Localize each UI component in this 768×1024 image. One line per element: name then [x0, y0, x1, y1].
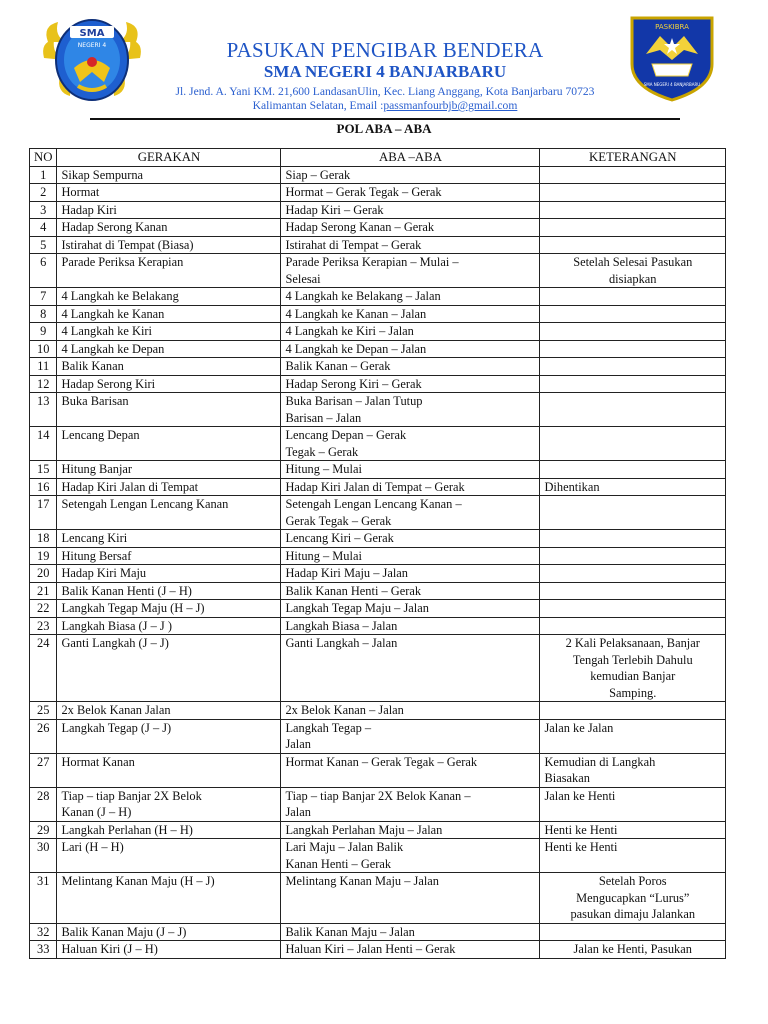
cell-aba: [281, 323, 540, 341]
cell-no: 12: [30, 375, 57, 393]
cell-keterangan: [540, 923, 726, 941]
cell-aba: [281, 787, 540, 821]
cell-aba-line: Haluan Kiri – Jalan Henti – Gerak: [285, 942, 456, 956]
cell-keterangan: [540, 635, 726, 702]
school-emblem-icon: [40, 12, 144, 104]
table-row: [30, 530, 726, 548]
cell-gerakan-line: Hadap Serong Kanan: [61, 220, 168, 234]
cell-no: 28: [30, 787, 57, 821]
cell-no: 13: [30, 393, 57, 427]
cell-keterangan-line: Jalan ke Henti: [544, 788, 616, 803]
cell-keterangan-line: Samping.: [609, 685, 657, 700]
cell-aba-line: Hadap Kiri Maju – Jalan: [285, 566, 408, 580]
cell-aba-line: Langkah Biasa – Jalan: [285, 618, 398, 633]
cell-aba-line: 4 Langkah ke Belakang – Jalan: [285, 289, 441, 303]
cell-gerakan-line: Hadap Kiri Jalan di Tempat: [61, 479, 199, 494]
cell-aba-line: 2x Belok Kanan – Jalan: [285, 703, 404, 717]
table-row: [30, 496, 726, 530]
cell-aba-line: Tegak – Gerak: [285, 444, 359, 459]
cell-keterangan: [540, 254, 726, 288]
cell-keterangan: [540, 821, 726, 839]
cell-gerakan-line: 4 Langkah ke Depan: [61, 341, 165, 356]
cell-keterangan: [540, 323, 726, 341]
cell-no: 15: [30, 461, 57, 479]
cell-gerakan: [57, 787, 281, 821]
cell-aba-line: 4 Langkah ke Kanan – Jalan: [285, 306, 427, 321]
cell-gerakan: [57, 254, 281, 288]
cell-no: 7: [30, 288, 57, 306]
table-row: [30, 821, 726, 839]
cell-no: 22: [30, 600, 57, 618]
cell-no: 27: [30, 753, 57, 787]
header-gerakan: GERAKAN: [57, 149, 281, 167]
table-body: [30, 166, 726, 958]
cell-keterangan: [540, 219, 726, 237]
cell-gerakan-line: Istirahat di Tempat (Biasa): [61, 237, 194, 252]
cell-keterangan: [540, 461, 726, 479]
school-name: SMA NEGERI 4 BANJARBARU: [263, 62, 507, 81]
cell-no: 14: [30, 427, 57, 461]
cell-gerakan-line: 4 Langkah ke Belakang: [61, 289, 179, 303]
cell-aba: [281, 478, 540, 496]
cell-keterangan-line: pasukan dimaju Jalankan: [570, 907, 696, 921]
cell-keterangan: [540, 340, 726, 358]
logo-right-text-top: PASKIBRA: [655, 23, 689, 31]
table-row: [30, 702, 726, 720]
cell-gerakan: [57, 617, 281, 635]
cell-gerakan: [57, 839, 281, 873]
table-row: [30, 923, 726, 941]
table-row: [30, 941, 726, 959]
cell-no: 9: [30, 323, 57, 341]
table-row: [30, 753, 726, 787]
cell-keterangan-line: Setelah Poros: [598, 874, 667, 888]
table-row: [30, 617, 726, 635]
cell-gerakan: [57, 873, 281, 924]
cell-gerakan: [57, 305, 281, 323]
cell-gerakan: [57, 719, 281, 753]
cell-aba: [281, 923, 540, 941]
logo-left-text-top: SMA: [79, 28, 105, 39]
cell-gerakan-line: Lari (H – H): [61, 840, 124, 854]
cell-aba: [281, 753, 540, 787]
cell-gerakan-line: Setengah Lengan Lencang Kanan: [61, 497, 229, 511]
cell-aba-line: Tiap – tiap Banjar 2X Belok Kanan –: [285, 788, 471, 803]
cell-gerakan-line: Lencang Kiri: [61, 531, 128, 545]
cell-keterangan-line: Jalan ke Henti, Pasukan: [573, 942, 692, 956]
cell-gerakan-line: Langkah Perlahan (H – H): [61, 822, 193, 837]
cell-no: 1: [30, 166, 57, 184]
table-row: [30, 236, 726, 254]
cell-no: 29: [30, 821, 57, 839]
cell-no: 18: [30, 530, 57, 548]
cell-gerakan-line: Langkah Tegap (J – J): [61, 720, 172, 735]
table-row: [30, 340, 726, 358]
cell-gerakan: [57, 753, 281, 787]
cell-gerakan: [57, 201, 281, 219]
cell-keterangan: [540, 719, 726, 753]
cell-aba-line: Hitung – Mulai: [285, 548, 362, 563]
cell-aba: [281, 719, 540, 753]
cell-aba: [281, 821, 540, 839]
cell-gerakan-line: Balik Kanan: [61, 359, 124, 373]
cell-keterangan: [540, 358, 726, 376]
cell-keterangan-line: Tengah Terlebih Dahulu: [572, 652, 693, 667]
address-line-2: [150, 99, 620, 113]
cell-no: 31: [30, 873, 57, 924]
cell-keterangan: [540, 236, 726, 254]
logo-left-text-mid: NEGERI 4: [77, 42, 107, 49]
cell-gerakan-line: Langkah Tegap Maju (H – J): [61, 601, 205, 615]
cell-aba-line: Parade Periksa Kerapian – Mulai –: [285, 255, 459, 269]
cell-gerakan-line: Balik Kanan Henti (J – H): [61, 583, 192, 598]
cell-aba: [281, 305, 540, 323]
cell-aba: [281, 219, 540, 237]
cell-gerakan: [57, 358, 281, 376]
cell-gerakan: [57, 323, 281, 341]
cell-aba: [281, 288, 540, 306]
cell-keterangan-line: Dihentikan: [544, 479, 600, 494]
cell-gerakan: [57, 496, 281, 530]
cell-keterangan-line: Jalan ke Jalan: [544, 720, 614, 735]
cell-keterangan: [540, 305, 726, 323]
table-row: [30, 201, 726, 219]
table-row: [30, 635, 726, 702]
cell-gerakan: [57, 166, 281, 184]
cell-aba: [281, 547, 540, 565]
cell-gerakan-line: Hadap Serong Kiri: [61, 376, 156, 391]
cell-no: 33: [30, 941, 57, 959]
cell-gerakan: [57, 427, 281, 461]
cell-gerakan: [57, 236, 281, 254]
cell-gerakan: [57, 635, 281, 702]
cell-aba: [281, 496, 540, 530]
cell-keterangan-line: disiapkan: [608, 271, 657, 286]
cell-keterangan: [540, 582, 726, 600]
cell-aba: [281, 375, 540, 393]
cell-aba: [281, 635, 540, 702]
header-no: NO: [30, 149, 57, 167]
cell-aba: [281, 839, 540, 873]
cell-keterangan-line: Kemudian di Langkah: [544, 754, 656, 769]
cell-aba-line: Balik Kanan Henti – Gerak: [285, 583, 422, 598]
cell-no: 32: [30, 923, 57, 941]
cell-no: 24: [30, 635, 57, 702]
table-row: [30, 427, 726, 461]
table-row: [30, 600, 726, 618]
cell-keterangan: [540, 600, 726, 618]
cell-gerakan-line: Parade Periksa Kerapian: [61, 255, 184, 269]
cell-aba-line: Buka Barisan – Jalan Tutup: [285, 394, 423, 408]
cell-aba-line: Langkah Tegap –: [285, 720, 372, 735]
cell-keterangan-line: Henti ke Henti: [544, 840, 618, 854]
cell-aba: [281, 941, 540, 959]
table-row: [30, 358, 726, 376]
table-row: [30, 839, 726, 873]
logo-right-text-bottom: SMA NEGERI 4 BANJARBARU: [643, 82, 701, 87]
cell-no: 2: [30, 184, 57, 202]
cell-gerakan-line: Sikap Sempurna: [61, 167, 144, 182]
cell-aba-line: Hadap Serong Kanan – Gerak: [285, 220, 435, 234]
cell-gerakan-line: 4 Langkah ke Kanan: [61, 306, 165, 321]
cell-aba-line: Lencang Kiri – Gerak: [285, 531, 394, 545]
address-line-1: Jl. Jend. A. Yani KM. 21,600 LandasanUlin, Kec. Liang Anggang, Kota Banjarbaru 70723: [175, 85, 595, 98]
cell-aba: [281, 184, 540, 202]
cell-gerakan-line: Buka Barisan: [61, 394, 129, 408]
cell-gerakan-line: Melintang Kanan Maju (H – J): [61, 874, 215, 888]
cell-aba-line: Lari Maju – Jalan Balik: [285, 840, 404, 854]
cell-gerakan-line: Hadap Kiri: [61, 202, 117, 217]
cell-keterangan: [540, 787, 726, 821]
table-row: [30, 787, 726, 821]
cell-aba: [281, 358, 540, 376]
cell-keterangan-line: Setelah Selesai Pasukan: [573, 255, 693, 269]
cell-no: 23: [30, 617, 57, 635]
table-row: [30, 565, 726, 583]
cell-aba: [281, 617, 540, 635]
cell-no: 21: [30, 582, 57, 600]
org-title: PASUKAN PENGIBAR BENDERA: [226, 38, 544, 62]
cell-aba: [281, 166, 540, 184]
cell-keterangan: [540, 617, 726, 635]
cell-keterangan: [540, 496, 726, 530]
cell-gerakan: [57, 219, 281, 237]
cell-gerakan: [57, 941, 281, 959]
table-row: [30, 375, 726, 393]
table-row: [30, 305, 726, 323]
table-row: [30, 288, 726, 306]
cell-gerakan: [57, 530, 281, 548]
cell-aba: [281, 340, 540, 358]
cell-gerakan-line: Hadap Kiri Maju: [61, 566, 147, 580]
cell-keterangan: [540, 530, 726, 548]
cell-aba-line: Setengah Lengan Lencang Kanan –: [285, 497, 462, 511]
cell-aba: [281, 427, 540, 461]
cell-aba-line: Selesai: [285, 271, 321, 286]
document-title: POL ABA – ABA: [336, 121, 432, 136]
cell-aba-line: Langkah Perlahan Maju – Jalan: [285, 822, 443, 837]
cell-aba-line: Langkah Tegap Maju – Jalan: [285, 601, 429, 615]
cell-gerakan-line: Hormat: [61, 185, 100, 199]
cell-aba-line: Siap – Gerak: [285, 167, 351, 182]
cell-aba: [281, 530, 540, 548]
cell-no: 8: [30, 305, 57, 323]
cell-aba-line: Hadap Kiri Jalan di Tempat – Gerak: [285, 479, 465, 494]
cell-gerakan-line: Balik Kanan Maju (J – J): [61, 924, 187, 939]
cell-aba-line: Balik Kanan – Gerak: [285, 359, 391, 373]
cell-gerakan: [57, 478, 281, 496]
cell-aba: [281, 600, 540, 618]
cell-aba-line: Hitung – Mulai: [285, 462, 362, 476]
cell-no: 4: [30, 219, 57, 237]
address-line-2-prefix: Kalimantan Selatan, Email :: [252, 99, 384, 112]
cell-aba-line: Melintang Kanan Maju – Jalan: [285, 874, 439, 888]
cell-gerakan: [57, 461, 281, 479]
cell-no: 17: [30, 496, 57, 530]
table-row: [30, 582, 726, 600]
table-row: [30, 166, 726, 184]
cell-aba: [281, 461, 540, 479]
cell-keterangan-line: kemudian Banjar: [590, 669, 676, 683]
cell-gerakan: [57, 393, 281, 427]
table-row: [30, 184, 726, 202]
cell-keterangan-line: Biasakan: [544, 771, 590, 785]
cell-no: 16: [30, 478, 57, 496]
cell-keterangan: [540, 839, 726, 873]
cell-gerakan: [57, 582, 281, 600]
cell-keterangan: [540, 565, 726, 583]
cell-gerakan: [57, 923, 281, 941]
cell-keterangan: [540, 478, 726, 496]
cell-keterangan: [540, 375, 726, 393]
cell-gerakan: [57, 184, 281, 202]
cell-gerakan-line: Tiap – tiap Banjar 2X Belok: [61, 788, 202, 803]
cell-aba: [281, 873, 540, 924]
cell-gerakan-line: 4 Langkah ke Kiri: [61, 324, 152, 338]
cell-gerakan-line: Hormat Kanan: [61, 754, 135, 769]
cell-aba-line: Barisan – Jalan: [285, 410, 362, 425]
letterhead-divider: [90, 118, 680, 120]
table-header-row: [30, 149, 726, 167]
cell-gerakan-line: Hitung Bersaf: [61, 548, 132, 563]
cell-no: 6: [30, 254, 57, 288]
cell-gerakan: [57, 288, 281, 306]
cell-aba-line: Gerak Tegak – Gerak: [285, 513, 392, 528]
cell-aba-line: 4 Langkah ke Depan – Jalan: [285, 341, 427, 356]
cell-aba-line: Kanan Henti – Gerak: [285, 856, 392, 871]
cell-gerakan-line: Lencang Depan: [61, 428, 140, 442]
email-link[interactable]: passmanfourbjb@gmail.com: [383, 99, 518, 112]
cell-gerakan: [57, 821, 281, 839]
paskibra-shield-icon: [626, 14, 718, 102]
cell-keterangan-line: 2 Kali Pelaksanaan, Banjar: [565, 636, 700, 650]
cell-keterangan: [540, 393, 726, 427]
cell-gerakan-line: Langkah Biasa (J – J ): [61, 618, 172, 633]
cell-keterangan: [540, 184, 726, 202]
cell-gerakan: [57, 600, 281, 618]
cell-aba-line: Jalan: [285, 737, 311, 751]
cell-keterangan: [540, 702, 726, 720]
cell-keterangan: [540, 941, 726, 959]
cell-keterangan: [540, 288, 726, 306]
cell-no: 30: [30, 839, 57, 873]
cell-gerakan-line: Ganti Langkah (J – J): [61, 636, 169, 650]
cell-aba-line: Hadap Kiri – Gerak: [285, 202, 384, 217]
cell-gerakan-line: Haluan Kiri (J – H): [61, 942, 158, 956]
cell-no: 25: [30, 702, 57, 720]
cell-aba-line: Ganti Langkah – Jalan: [285, 636, 398, 650]
cell-aba-line: Hormat – Gerak Tegak – Gerak: [285, 185, 442, 199]
cell-no: 10: [30, 340, 57, 358]
cell-aba: [281, 254, 540, 288]
cell-aba-line: Istirahat di Tempat – Gerak: [285, 237, 422, 252]
cell-keterangan: [540, 753, 726, 787]
cell-aba-line: Balik Kanan Maju – Jalan: [285, 924, 415, 939]
cell-aba-line: Hadap Serong Kiri – Gerak: [285, 376, 422, 391]
cell-no: 11: [30, 358, 57, 376]
cell-keterangan-line: Mengucapkan “Lurus”: [576, 890, 690, 905]
cell-aba: [281, 236, 540, 254]
cell-gerakan-line: Hitung Banjar: [61, 462, 133, 476]
cell-aba: [281, 582, 540, 600]
cell-no: 3: [30, 201, 57, 219]
table-row: [30, 254, 726, 288]
cell-keterangan: [540, 201, 726, 219]
letterhead: [0, 0, 768, 120]
cell-aba: [281, 201, 540, 219]
table-row: [30, 478, 726, 496]
cell-aba: [281, 702, 540, 720]
cell-aba: [281, 565, 540, 583]
cell-gerakan: [57, 702, 281, 720]
table-row: [30, 461, 726, 479]
cell-no: 5: [30, 236, 57, 254]
address: [150, 85, 620, 113]
header-aba: ABA –ABA: [281, 149, 540, 167]
cell-keterangan: [540, 166, 726, 184]
cell-no: 19: [30, 547, 57, 565]
cell-gerakan-line: 2x Belok Kanan Jalan: [61, 703, 171, 717]
cell-aba: [281, 393, 540, 427]
cell-aba-line: 4 Langkah ke Kiri – Jalan: [285, 324, 414, 338]
table-row: [30, 393, 726, 427]
cell-gerakan: [57, 565, 281, 583]
cell-aba-line: Hormat Kanan – Gerak Tegak – Gerak: [285, 754, 478, 769]
table-row: [30, 547, 726, 565]
cell-keterangan: [540, 547, 726, 565]
cell-aba-line: Lencang Depan – Gerak: [285, 428, 407, 442]
header-keterangan: KETERANGAN: [540, 149, 726, 167]
letterhead-text: [150, 38, 620, 113]
cell-aba-line: Jalan: [285, 805, 311, 819]
cell-keterangan-line: Henti ke Henti: [544, 822, 618, 837]
cell-no: 26: [30, 719, 57, 753]
commands-table: [29, 148, 726, 959]
table-row: [30, 873, 726, 924]
cell-keterangan: [540, 427, 726, 461]
cell-gerakan: [57, 375, 281, 393]
cell-keterangan: [540, 873, 726, 924]
cell-gerakan-line: Kanan (J – H): [61, 805, 132, 819]
cell-no: 20: [30, 565, 57, 583]
table-row: [30, 323, 726, 341]
cell-gerakan: [57, 547, 281, 565]
table-row: [30, 219, 726, 237]
table-row: [30, 719, 726, 753]
cell-gerakan: [57, 340, 281, 358]
